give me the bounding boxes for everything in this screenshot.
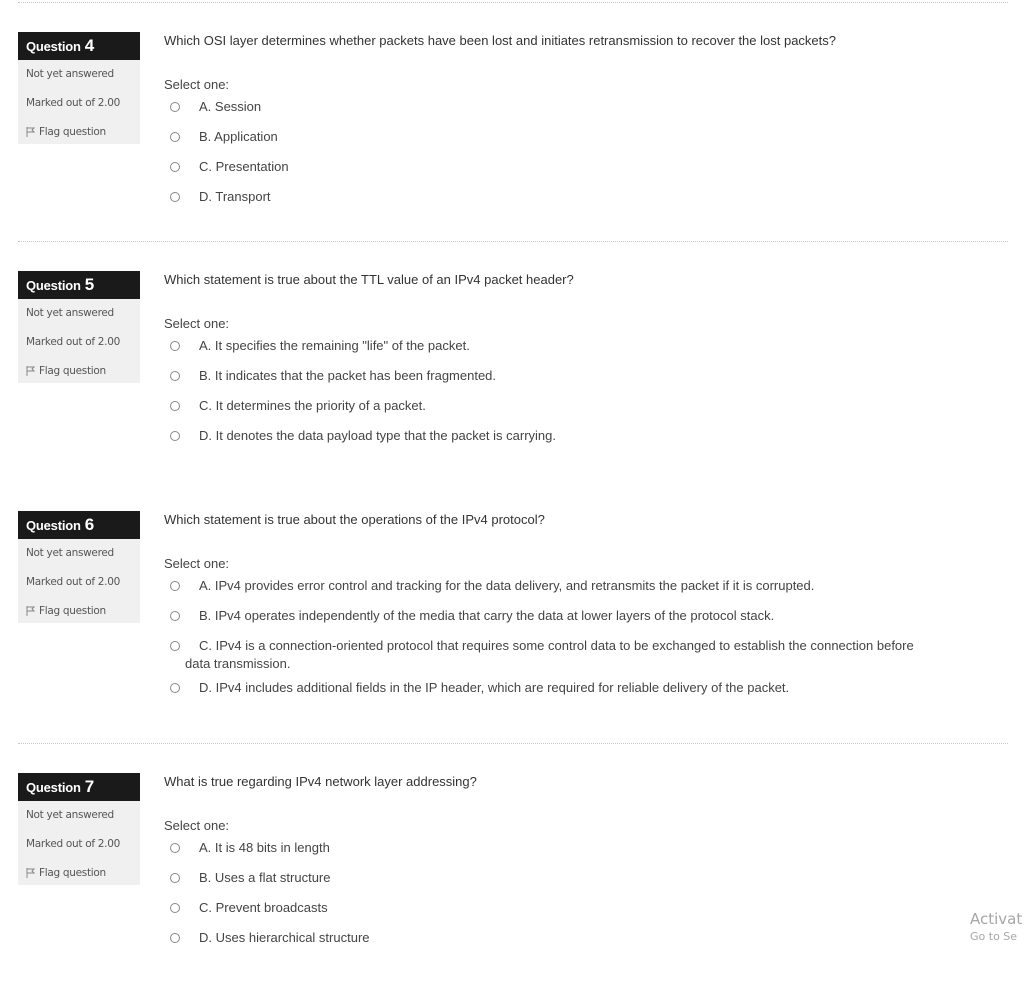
- activation-watermark: [970, 910, 1022, 943]
- question-text: Which statement is true about the operations of the IPv4 protocol?: [164, 512, 545, 527]
- question-number: 5: [84, 275, 95, 294]
- answer-label: A. IPv4 provides error control and tracking for the data delivery, and retransmits the packet if it is corrupted.: [199, 578, 815, 593]
- question-number-badge: [18, 511, 140, 539]
- select-one-prompt: Select one:: [164, 556, 230, 571]
- watermark-subtitle: Go to Se: [970, 930, 1018, 943]
- answer-option-c[interactable]: [164, 637, 1014, 679]
- question-label: Question: [26, 277, 81, 293]
- answer-option-d[interactable]: [164, 679, 1014, 709]
- radio-button[interactable]: [170, 341, 180, 351]
- answer-option-a[interactable]: [164, 577, 1014, 607]
- flag-question-link[interactable]: [26, 867, 140, 881]
- answer-label: B. Application: [199, 129, 278, 144]
- answer-label: A. It specifies the remaining "life" of the packet.: [199, 338, 470, 353]
- flag-icon: [26, 366, 35, 376]
- answer-label: C. Presentation: [199, 159, 289, 174]
- question-text: What is true regarding IPv4 network layer addressing?: [164, 774, 477, 789]
- flag-question-label: Flag question: [39, 605, 106, 617]
- question-divider: [18, 743, 1008, 744]
- marks-label: Marked out of 2.00: [26, 336, 120, 348]
- question-info: [18, 511, 140, 623]
- flag-question-label: Flag question: [39, 126, 106, 138]
- question-number: 7: [84, 777, 95, 796]
- flag-icon: [26, 606, 35, 616]
- radio-button[interactable]: [170, 641, 180, 651]
- answer-option-a[interactable]: [164, 839, 1014, 869]
- marks-label: Marked out of 2.00: [26, 838, 120, 850]
- answer-state: Not yet answered: [26, 809, 114, 821]
- answer-label: B. It indicates that the packet has been fragmented.: [199, 368, 497, 383]
- question-number: 4: [84, 36, 95, 55]
- question-content: [164, 32, 1014, 218]
- question-content: [164, 773, 1014, 959]
- question-label: Question: [26, 517, 81, 533]
- answer-label: A. It is 48 bits in length: [199, 840, 330, 855]
- radio-button[interactable]: [170, 611, 180, 621]
- radio-button[interactable]: [170, 401, 180, 411]
- answer-label: D. Transport: [199, 189, 271, 204]
- question-content: [164, 271, 1014, 457]
- marks-label: Marked out of 2.00: [26, 97, 120, 109]
- radio-button[interactable]: [170, 132, 180, 142]
- question-divider: [18, 2, 1008, 3]
- answer-label: A. Session: [199, 99, 262, 114]
- answer-option-b[interactable]: [164, 869, 1014, 899]
- radio-button[interactable]: [170, 843, 180, 853]
- flag-icon: [26, 868, 35, 878]
- answer-option-a[interactable]: [164, 337, 1014, 367]
- answer-option-b[interactable]: [164, 607, 1014, 637]
- radio-button[interactable]: [170, 431, 180, 441]
- answer-option-a[interactable]: [164, 98, 1014, 128]
- flag-question-link[interactable]: [26, 605, 140, 619]
- radio-button[interactable]: [170, 873, 180, 883]
- question-text: Which OSI layer determines whether packets have been lost and initiates retransmission to recover the lost packets?: [164, 33, 836, 48]
- flag-question-label: Flag question: [39, 867, 106, 879]
- marks-label: Marked out of 2.00: [26, 576, 120, 588]
- question-info: [18, 773, 140, 885]
- select-one-prompt: Select one:: [164, 818, 230, 833]
- radio-button[interactable]: [170, 371, 180, 381]
- answer-state: Not yet answered: [26, 307, 114, 319]
- radio-button[interactable]: [170, 903, 180, 913]
- flag-question-link[interactable]: [26, 365, 140, 379]
- radio-button[interactable]: [170, 581, 180, 591]
- answer-option-d[interactable]: [164, 427, 1014, 457]
- question-number: 6: [84, 515, 95, 534]
- select-one-prompt: Select one:: [164, 316, 230, 331]
- question-label: Question: [26, 38, 81, 54]
- radio-button[interactable]: [170, 192, 180, 202]
- answer-option-c[interactable]: [164, 158, 1014, 188]
- answer-label: D. Uses hierarchical structure: [199, 930, 370, 945]
- radio-button[interactable]: [170, 162, 180, 172]
- answer-option-c[interactable]: [164, 397, 1014, 427]
- answer-label: C. IPv4 is a connection-oriented protocol that requires some control data to be exchanged to establish the connection before: [199, 638, 914, 653]
- radio-button[interactable]: [170, 683, 180, 693]
- question-status-panel: [18, 299, 140, 383]
- answer-option-b[interactable]: [164, 367, 1014, 397]
- answer-state: Not yet answered: [26, 547, 114, 559]
- flag-question-label: Flag question: [39, 365, 106, 377]
- question-status-panel: [18, 539, 140, 623]
- question-text: Which statement is true about the TTL value of an IPv4 packet header?: [164, 272, 574, 287]
- question-divider: [18, 241, 1008, 242]
- answer-label-continuation: data transmission.: [185, 656, 291, 671]
- question-number-badge: [18, 271, 140, 299]
- flag-icon: [26, 127, 35, 137]
- answer-option-c[interactable]: [164, 899, 1014, 929]
- select-one-prompt: Select one:: [164, 77, 230, 92]
- answer-label: B. IPv4 operates independently of the media that carry the data at lower layers of the protocol stack.: [199, 608, 775, 623]
- question-status-panel: [18, 801, 140, 885]
- question-number-badge: [18, 773, 140, 801]
- question-number-badge: [18, 32, 140, 60]
- question-content: [164, 511, 1014, 709]
- question-info: [18, 271, 140, 383]
- watermark-title: Activat: [970, 910, 1023, 928]
- radio-button[interactable]: [170, 102, 180, 112]
- question-info: [18, 32, 140, 144]
- answer-label: D. It denotes the data payload type that the packet is carrying.: [199, 428, 556, 443]
- answer-state: Not yet answered: [26, 68, 114, 80]
- radio-button[interactable]: [170, 933, 180, 943]
- question-status-panel: [18, 60, 140, 144]
- question-label: Question: [26, 779, 81, 795]
- answer-option-b[interactable]: [164, 128, 1014, 158]
- answer-option-d[interactable]: [164, 929, 1014, 959]
- answer-label: C. Prevent broadcasts: [199, 900, 328, 915]
- answer-label: C. It determines the priority of a packet.: [199, 398, 426, 413]
- answer-label: B. Uses a flat structure: [199, 870, 331, 885]
- answer-label: D. IPv4 includes additional fields in the IP header, which are required for reliable delivery of the packet.: [199, 680, 790, 695]
- flag-question-link[interactable]: [26, 126, 140, 140]
- answer-option-d[interactable]: [164, 188, 1014, 218]
